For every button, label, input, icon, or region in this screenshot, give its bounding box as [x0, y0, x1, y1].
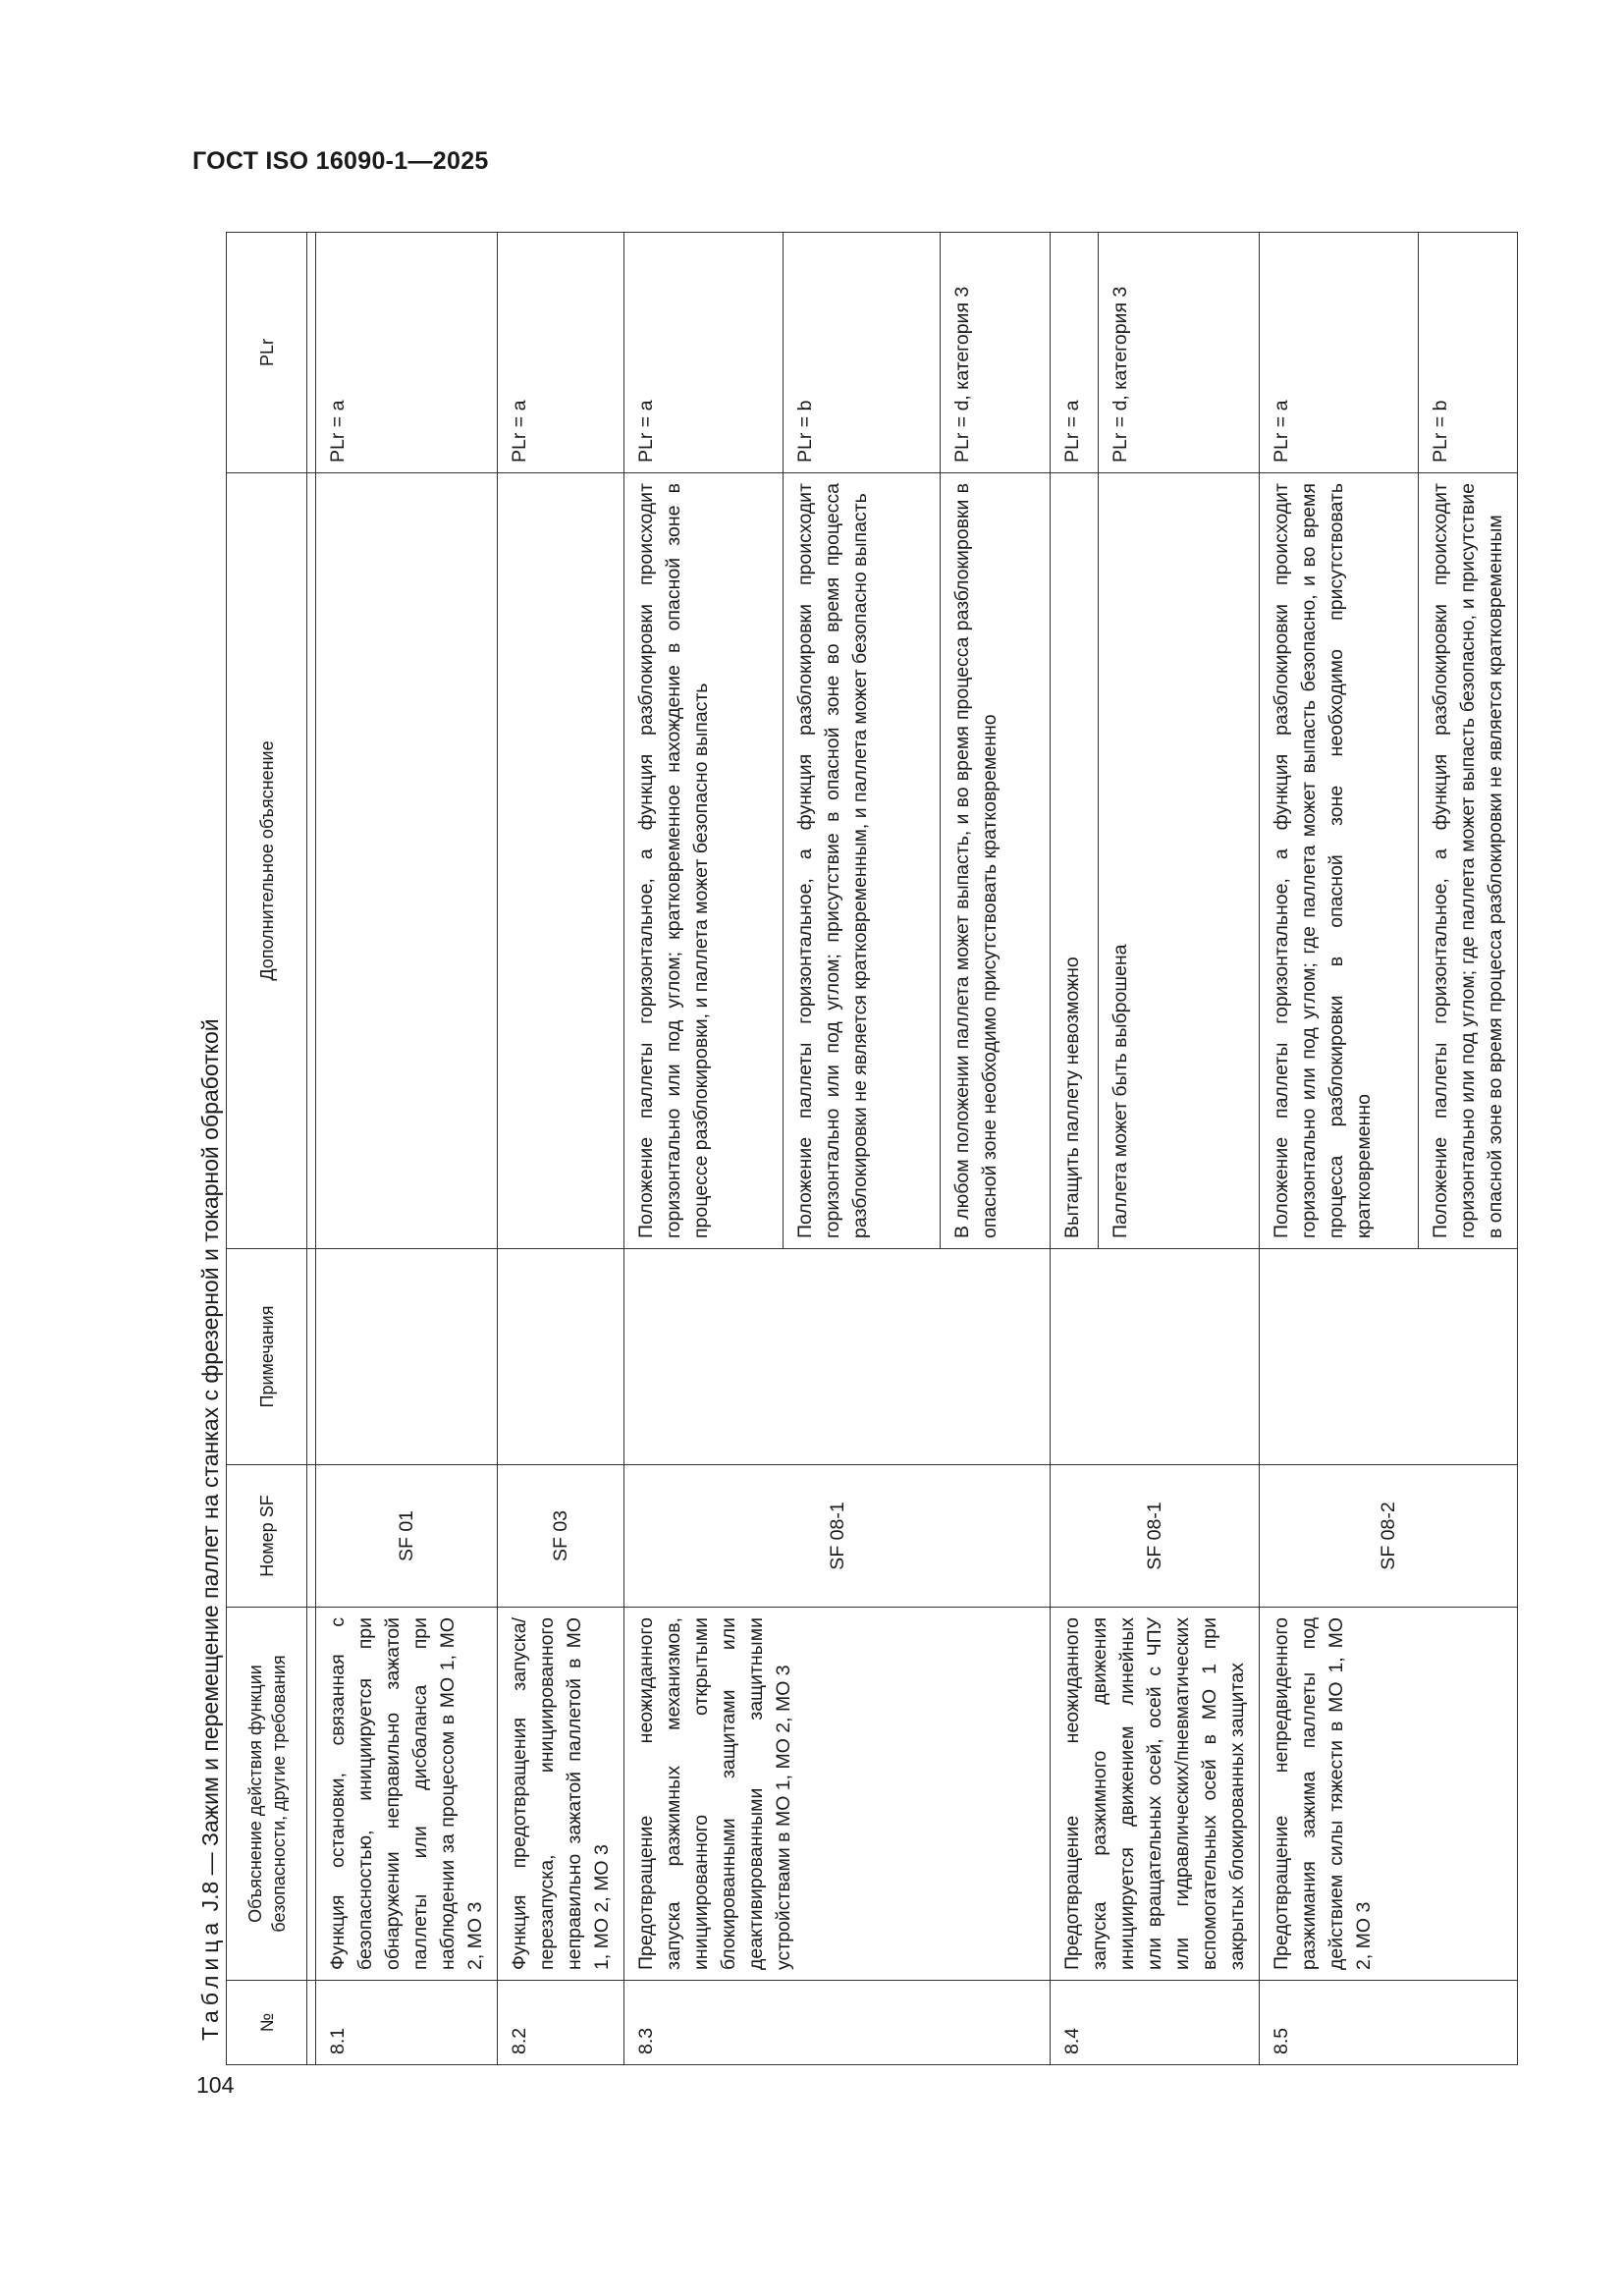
row-number: 8.4	[1051, 1981, 1260, 2065]
document-header: ГОСТ ISO 16090-1—2025	[192, 147, 489, 175]
row-explanation: Предотвращение неожиданного запуска разжимных механизмов, инициированного открытыми блокированными защитами или деактивированными защитными устройствами в MO 1, MO 2, MO 3	[624, 1608, 1051, 1981]
row-additional	[498, 473, 624, 1249]
col-header-plr: PLr	[227, 233, 307, 473]
row-plr: PLr = a	[624, 233, 784, 473]
row-notes	[1051, 1249, 1260, 1465]
row-sf-number: SF 08-2	[1260, 1465, 1518, 1608]
row-notes	[1260, 1249, 1518, 1465]
row-plr: PLr = a	[498, 233, 624, 473]
row-sf-number: SF 08-1	[624, 1465, 1051, 1608]
table-row	[1260, 233, 1419, 2065]
page-number: 104	[196, 2072, 235, 2098]
safety-functions-table	[226, 232, 1518, 2065]
row-sf-number: SF 08-1	[1051, 1465, 1260, 1608]
table-row	[1051, 233, 1099, 2065]
row-additional: Положение паллеты горизонтальное, а функция разблокировки происходит горизонтально или под углом; кратковременное нахождение в опасной зоне в процессе разблокировки, и паллета может безопасно выпасть	[624, 473, 784, 1249]
row-sf-number: SF 03	[498, 1465, 624, 1608]
row-plr: PLr = b	[784, 233, 941, 473]
row-plr: PLr = a	[316, 233, 498, 473]
row-plr: PLr = a	[1260, 233, 1419, 473]
table-row	[498, 233, 624, 2065]
row-explanation: Предотвращение неожиданного запуска разжимного движения инициируется движением линейных или вращательных осей, осей с ЧПУ или гидравлических/пневматических вспомогательных осей в MO 1 при закрытых блокированных защитах	[1051, 1608, 1260, 1981]
table-row	[624, 233, 784, 2065]
col-header-notes: Примечания	[227, 1249, 307, 1465]
row-explanation: Функция остановки, связанная с безопасностью, инициируется при обнаружении неправильно зажатой паллеты или дисбаланса при наблюдении за процессом в MO 1, MO 2, MO 3	[316, 1608, 498, 1981]
row-additional: Паллета может быть выброшена	[1098, 473, 1259, 1249]
row-plr: PLr = b	[1419, 233, 1518, 473]
col-header-additional: Дополнительное объяснение	[227, 473, 307, 1249]
row-plr: PLr = d, категория 3	[941, 233, 1051, 473]
row-additional: Положение паллеты горизонтальное, а функция разблокировки происходит горизонтально или под углом; где паллета может выпасть безопасно, и во время процесса разблокировки в опасной зоне необходимо присутствовать кратковременно	[1260, 473, 1419, 1249]
row-additional: Вытащить паллету невозможно	[1051, 473, 1099, 1249]
header-row	[227, 233, 307, 2065]
col-header-no: №	[227, 1981, 307, 2065]
col-header-explanation: Объяснение действия функции безопасности, другие требования	[227, 1608, 307, 1981]
row-sf-number: SF 01	[316, 1465, 498, 1608]
row-notes	[316, 1249, 498, 1465]
row-explanation: Функция предотвращения запуска/перезапуска, инициированного неправильно зажатой паллетой в MO 1, MO 2, MO 3	[498, 1608, 624, 1981]
table-row	[316, 233, 498, 2065]
row-number: 8.2	[498, 1981, 624, 2065]
row-notes	[498, 1249, 624, 1465]
row-number: 8.5	[1260, 1981, 1518, 2065]
row-additional: В любом положении паллета может выпасть, и во время процесса разблокировки в опасной зоне необходимо присутствовать кратковременно	[941, 473, 1051, 1249]
header-separator	[307, 233, 316, 2065]
row-number: 8.3	[624, 1981, 1051, 2065]
table-caption	[197, 1018, 224, 2041]
row-plr: PLr = a	[1051, 233, 1099, 473]
row-additional: Положение паллеты горизонтальное, а функция разблокировки происходит горизонтально или под углом; присутствие в опасной зоне во время процесса разблокировки не является кратковременным, и паллета может безопасно выпасть	[784, 473, 941, 1249]
table-caption-label: Таблица	[197, 1917, 223, 2041]
row-notes	[624, 1249, 1051, 1465]
row-additional	[316, 473, 498, 1249]
row-explanation: Предотвращение непредвиденного разжимания зажима паллеты под действием силы тяжести в MO 1, MO 2, MO 3	[1260, 1608, 1518, 1981]
row-plr: PLr = d, категория 3	[1098, 233, 1259, 473]
table-caption-text: J.8 — Зажим и перемещение паллет на станках с фрезерной и токарной обработкой	[197, 1018, 223, 1918]
rotated-table-container	[226, 233, 1506, 2065]
row-additional: Положение паллеты горизонтальное, а функция разблокировки происходит горизонтально или под углом; где паллета может выпасть безопасно, и присутствие в опасной зоне во время процесса разблокировки не является кратковременным	[1419, 473, 1518, 1249]
row-number: 8.1	[316, 1981, 498, 2065]
col-header-sf: Номер SF	[227, 1465, 307, 1608]
